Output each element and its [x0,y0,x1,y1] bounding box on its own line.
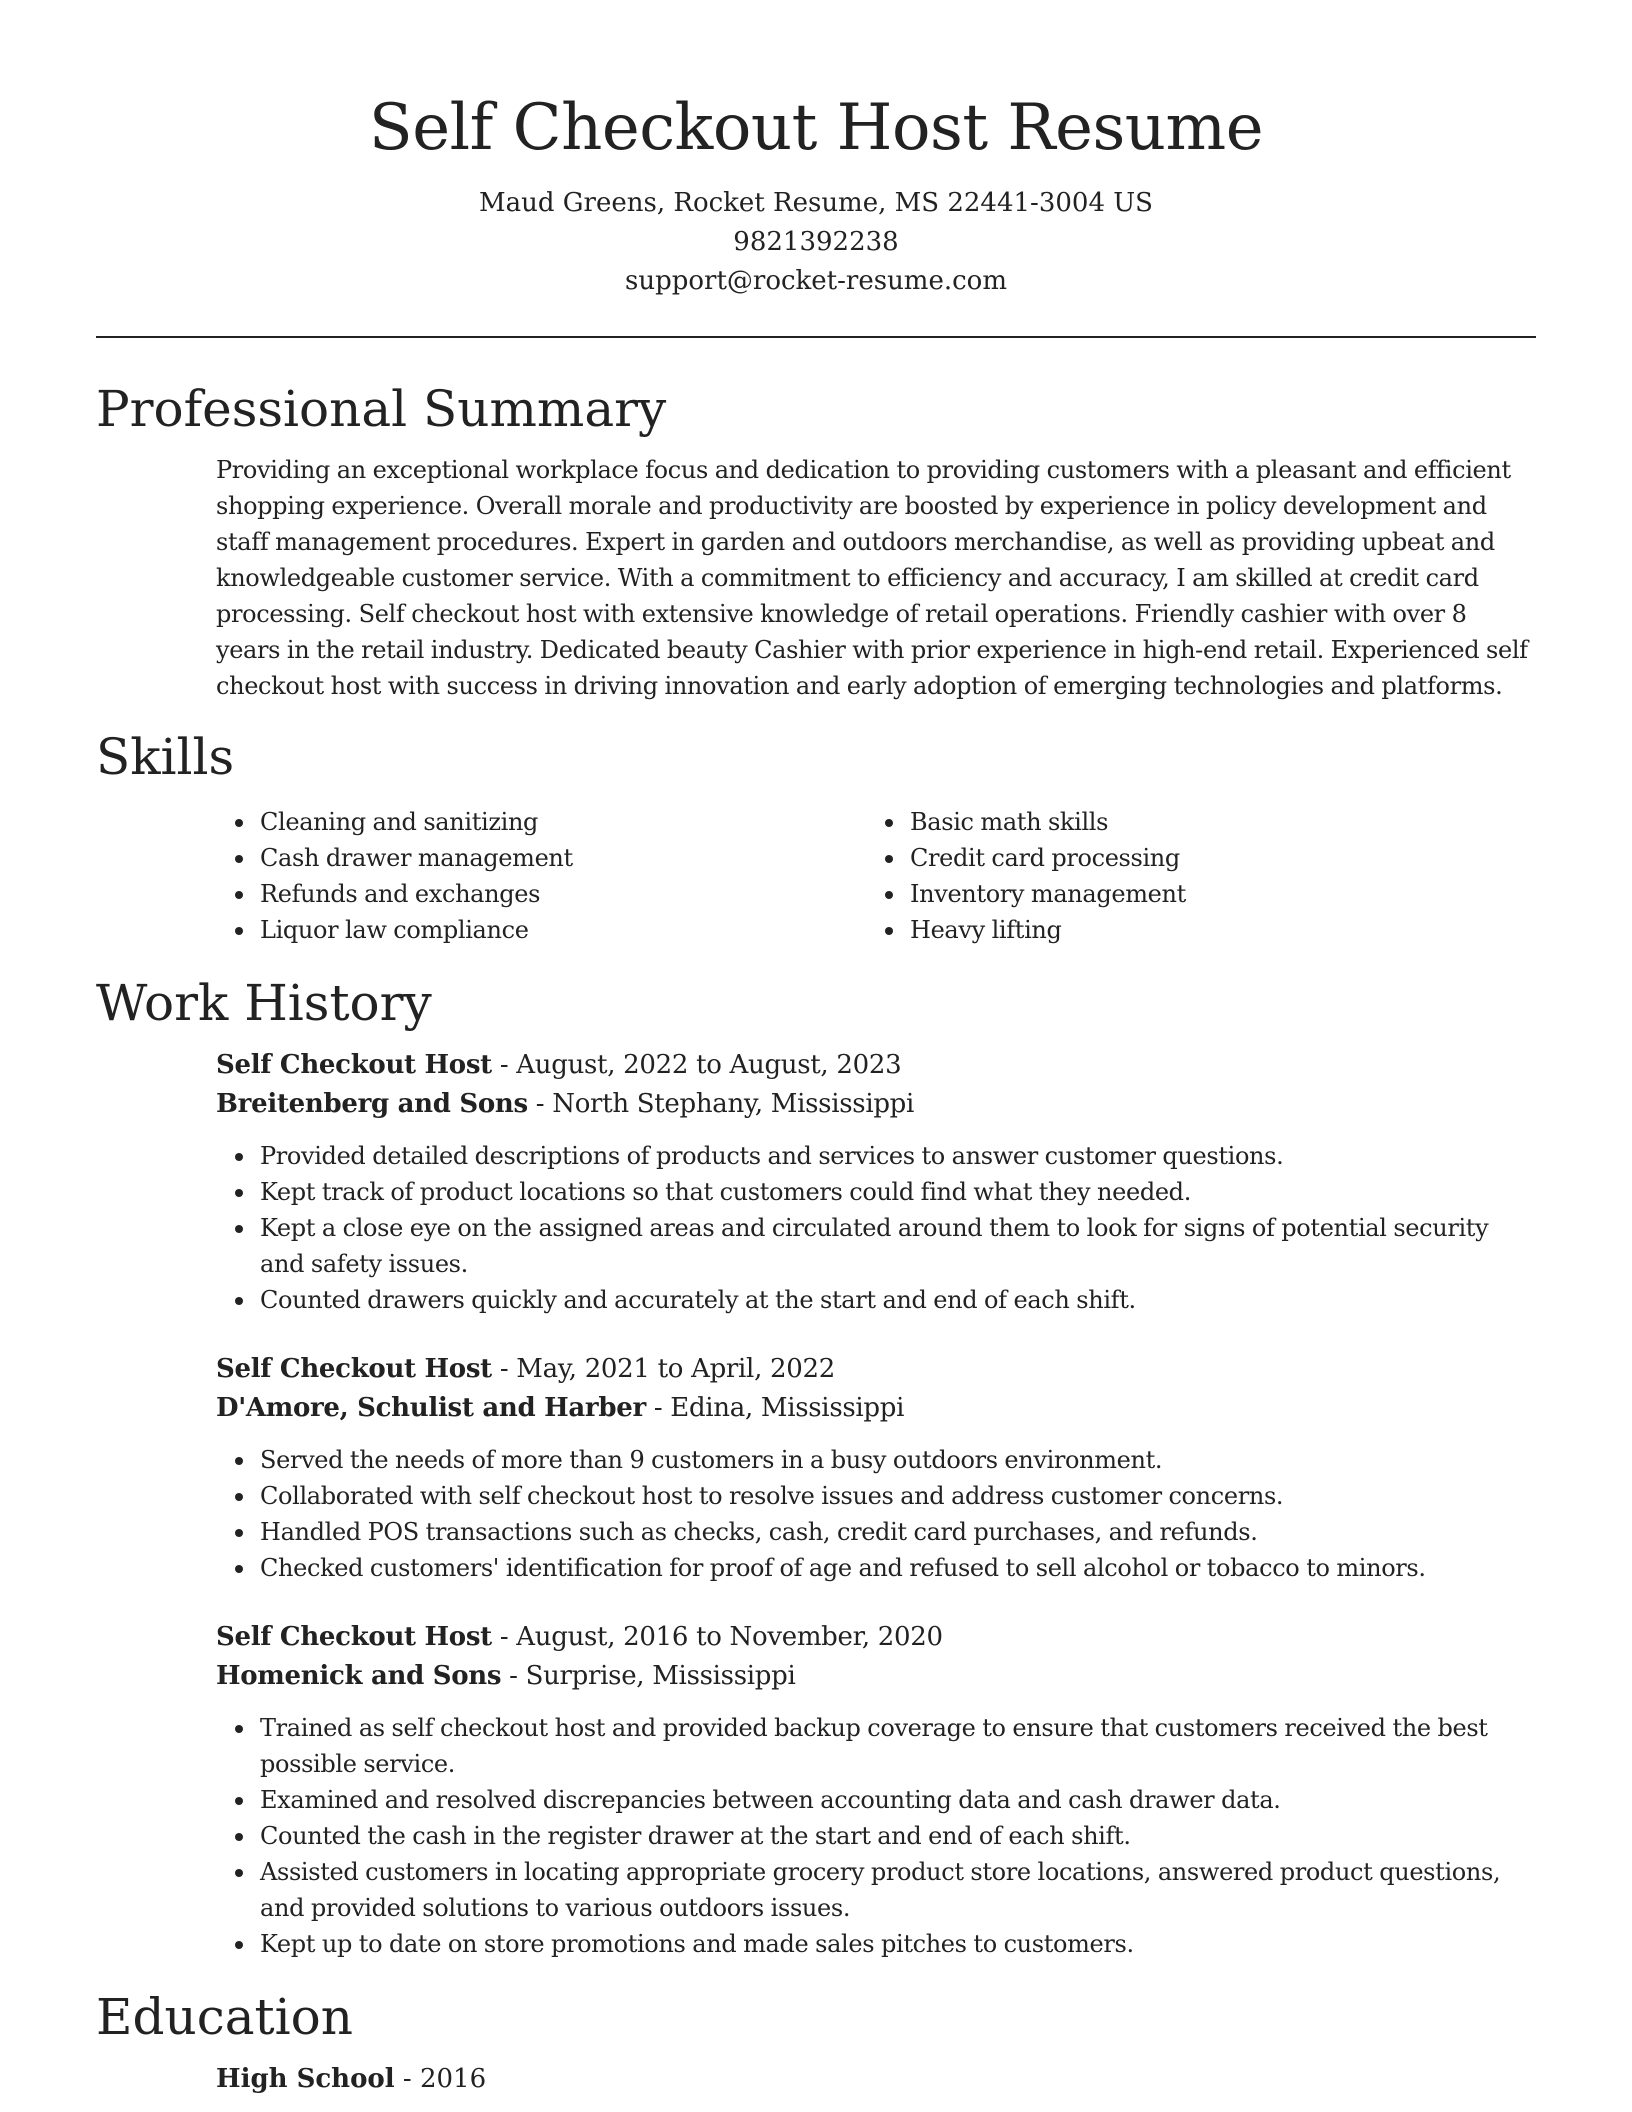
job-company: D'Amore, Schulist and Harber [216,1393,646,1423]
job-title-line [216,1618,1536,1657]
job-title: Self Checkout Host [216,1050,492,1080]
contact-block [96,184,1536,301]
resume-title: Self Checkout Host Resume [368,91,1264,165]
job-duty: Examined and resolved discrepancies between accounting data and cash drawer data. [260,1782,1536,1818]
header-divider [96,336,1536,338]
skill-item: Refunds and exchanges [260,876,910,912]
job-duty: Kept a close eye on the assigned areas and circulated around them to look for signs of potential security and safety issues. [260,1210,1536,1282]
contact-phone: 9821392238 [733,227,899,257]
job-duty: Kept track of product locations so that customers could find what they needed. [260,1174,1536,1210]
job-title: Self Checkout Host [216,1622,492,1652]
skill-item: Heavy lifting [910,912,1536,948]
job-duty: Counted the cash in the register drawer at the start and end of each shift. [260,1818,1536,1854]
skill-item: Cash drawer management [260,840,910,876]
job-dates: - August, 2022 to August, 2023 [491,1050,902,1080]
education-title: High School [216,2064,395,2094]
job-duties-list [260,1442,1536,1586]
job-duty: Served the needs of more than 9 customers in a busy outdoors environment. [260,1442,1536,1478]
job-location: - North Stephany, Mississippi [527,1089,915,1119]
job-dates: - May, 2021 to April, 2022 [491,1354,835,1384]
work-history-heading: Work History [96,974,432,1032]
job-company-line [216,1657,1536,1696]
job-company-line [216,1085,1536,1124]
skill-item: Inventory management [910,876,1536,912]
job-location: - Edina, Mississippi [645,1393,905,1423]
job-title-line [216,1350,1536,1389]
job-company-line [216,1389,1536,1428]
job-duty: Provided detailed descriptions of products and services to answer customer questions. [260,1138,1536,1174]
skill-item: Liquor law compliance [260,912,910,948]
skills-heading: Skills [96,728,235,786]
resume-page [96,0,1536,2099]
job-duty: Handled POS transactions such as checks, cash, credit card purchases, and refunds. [260,1514,1536,1550]
job-duty: Counted drawers quickly and accurately at the start and end of each shift. [260,1282,1536,1318]
job-entry [216,1046,1536,1318]
education-entry [216,2060,1536,2099]
job-entry [216,1618,1536,1962]
job-title-line [216,1046,1536,1085]
job-duty: Trained as self checkout host and provided backup coverage to ensure that customers received the best possible service. [260,1710,1536,1782]
job-company: Breitenberg and Sons [216,1089,528,1119]
job-duties-list [260,1138,1536,1318]
education-heading: Education [96,1988,353,2046]
job-entry [216,1350,1536,1586]
skill-item: Credit card processing [910,840,1536,876]
job-duty: Checked customers' identification for proof of age and refused to sell alcohol or tobacco to minors. [260,1550,1536,1586]
education-date: - 2016 [394,2064,487,2094]
job-duty: Assisted customers in locating appropriate grocery product store locations, answered product questions, and provided solutions to various outdoors issues. [260,1854,1536,1926]
summary-text: Providing an exceptional workplace focus and dedication to providing customers with a pleasant and efficient shopping experience. Overall morale and productivity are boosted by experience in policy development and staff management procedures. Expert in garden and outdoors merchandise, as well as providing upbeat and knowledgeable customer service. With a commitment to efficiency and accuracy, I am skilled at credit card processing. Self checkout host with extensive knowledge of retail operations. Friendly cashier with over 8 years in the retail industry. Dedicated beauty Cashier with prior experience in high-end retail. Experienced self checkout host with success in driving innovation and early adoption of emerging technologies and platforms. [216,456,1528,700]
job-dates: - August, 2016 to November, 2020 [491,1622,943,1652]
job-title: Self Checkout Host [216,1354,492,1384]
job-location: - Surprise, Mississippi [501,1661,796,1691]
contact-address: Maud Greens, Rocket Resume, MS 22441-3004 US [479,188,1153,218]
skill-item: Cleaning and sanitizing [260,804,910,840]
summary-heading: Professional Summary [96,380,667,438]
job-company: Homenick and Sons [216,1661,502,1691]
job-duty: Collaborated with self checkout host to resolve issues and address customer concerns. [260,1478,1536,1514]
skills-list [260,804,1536,948]
job-duties-list [260,1710,1536,1962]
contact-email: support@rocket-resume.com [624,266,1007,296]
job-duty: Kept up to date on store promotions and made sales pitches to customers. [260,1926,1536,1962]
skill-item: Basic math skills [910,804,1536,840]
